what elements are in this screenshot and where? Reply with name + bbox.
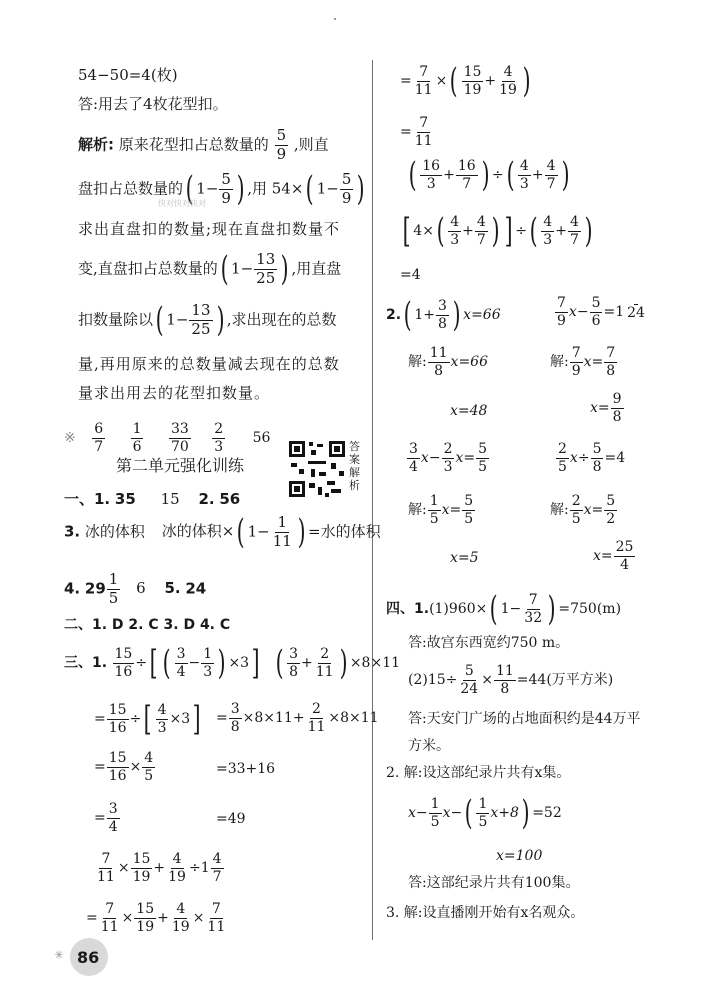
right-line-1: = $\frac{7}{11}$ ×( $\frac{15}{19}$ + $\frac{4}{19}$ ) [400, 61, 531, 101]
right-q4-1: 四、1.(1)960×( 1− $\frac{7}{32}$ ) =750(m) [386, 589, 622, 629]
analysis-line-6: 量,再用原来的总数量减去现在的总数 [78, 355, 340, 373]
right-line-3: ( $\frac{16}{3}$ + $\frac{16}{7}$ ) ÷( $\frac{4}{3}$ + $\frac{4}{7}$ ) [408, 155, 570, 195]
calc-line: 54−50=4(枚) [78, 66, 178, 84]
right-ans-2a: 答:天安门广场的占地面积约是44万平 [408, 711, 641, 727]
right-x100: x=100 [496, 848, 543, 864]
right-q2-sol-b: 解: $\frac{7}{9}$ x= $\frac{7}{8}$ [550, 345, 616, 379]
right-q2-equation: x− $\frac{1}{5}$ x−( $\frac{1}{5}$ x+8) =52 [408, 793, 562, 833]
right-x48: x=48 [450, 403, 488, 419]
answer-line: 答:用去了4枚花型扣。 [78, 95, 228, 113]
qr-code-icon[interactable] [287, 439, 347, 499]
top-dot [334, 18, 336, 20]
right-ans-2b: 方米。 [408, 738, 450, 754]
right-q3-eq-a: $\frac{3}{4}$ x− $\frac{2}{3}$ x= $\frac{5}{5}$ [409, 441, 488, 475]
right-line-4: [ 4×( $\frac{4}{3}$ + $\frac{4}{7}$ ) ] ÷( $\frac{4}{3}$ + $\frac{4}{7}$ ) [402, 211, 593, 251]
right-q3-sol-b: 解: $\frac{2}{5}$ x= $\frac{5}{2}$ [550, 493, 616, 527]
section-3-line-4b: =49 [216, 811, 246, 827]
section-3-line-2: = $\frac{15}{16}$ ÷[ $\frac{4}{3}$ ×3] [94, 699, 201, 739]
right-x-25-4: x= $\frac{25}{4}$ [593, 539, 634, 573]
analysis-line-1: 解析: 原来花型扣占总数量的 $\frac{5}{9}$ ,则直 [78, 126, 329, 163]
watermark-stamp: 快对快对快对 [158, 199, 206, 208]
section-1-q3: 3. 冰的体积 冰的体积×( 1− $\frac{1}{11}$ ) =水的体积 [64, 512, 381, 553]
section-3-line-6: = $\frac{7}{11}$ × $\frac{15}{19}$ + $\frac{4}{19}$ × $\frac{7}{11}$ [86, 901, 226, 935]
section-3-line-1: 三、1. $\frac{15}{16}$ ÷[ ( $\frac{3}{4}$ − $\frac{1}{3}$ ) ×3] ( $\frac{3}{8}$ + $\frac{2}{11}$ ) ×8×11 [64, 643, 401, 683]
right-x-9-8: x= $\frac{9}{8}$ [590, 391, 622, 425]
column-divider [372, 60, 373, 940]
section-3-line-3: = $\frac{15}{16}$ × $\frac{4}{5}$ [94, 750, 154, 784]
right-q2-sol-a: 解: $\frac{11}{8}$ x=66 [408, 345, 488, 379]
analysis-line-7: 量求出用去的花型扣数量。 [78, 384, 271, 402]
analysis-line-3: 求出直盘扣的数量;现在直盘扣数量不 [78, 220, 341, 238]
right-q2-eq-a: 2.( 1+ $\frac{3}{8}$ ) x=66 [386, 295, 501, 335]
section-1-line: 一、1. 35 15 2. 56 [64, 490, 241, 508]
right-ans-1: 答:故宫东西宽约750 m。 [408, 635, 570, 651]
analysis-line-2: 盘扣占总数量的( 1− $\frac{5}{9}$ ) ,用 54×( 1− $\frac{5}{9}$ ) [78, 169, 365, 210]
section-3-line-5: $\frac{7}{11}$ × $\frac{15}{19}$ + $\frac{4}{19}$ ÷1 $\frac{4}{7}$ [97, 851, 222, 885]
section-2-line: 二、1. D 2. C 3. D 4. C [64, 617, 231, 633]
analysis-label: 解析: [78, 135, 114, 154]
section-3-line-3b: =33+16 [216, 761, 276, 777]
page-number: 86 [77, 948, 100, 967]
right-q2-setup: 2. 解:设这部纪录片共有x集。 [386, 765, 571, 781]
fraction-row: ※ $\frac{6}{7}$ $\frac{1}{6}$ $\frac{33}{70}$ $\frac{2}{3}$ 56 [64, 421, 271, 455]
section-3-line-4: = $\frac{3}{4}$ [94, 801, 118, 835]
star-icon: ✳ [54, 948, 65, 962]
analysis-line-5: 扣数量除以( 1− $\frac{13}{25}$ ) ,求出现在的总数 [78, 300, 337, 341]
qr-caption: 答案解析 [349, 440, 360, 492]
analysis-line-4: 变,直盘扣占总数量的( 1− $\frac{13}{25}$ ) ,用直盘 [78, 249, 342, 290]
right-q3-setup: 3. 解:设直播刚开始有x名观众。 [386, 905, 585, 921]
right-line-2: = $\frac{7}{11}$ [400, 115, 433, 149]
fraction: $\frac{5}{9}$ [276, 126, 287, 163]
right-ans-3: 答:这部纪录片共有100集。 [408, 875, 580, 891]
section-3-line-2b: = $\frac{3}{8}$ ×8×11+ $\frac{2}{11}$ ×8×11 [216, 701, 379, 735]
right-q3-eq-b: $\frac{2}{5}$ x÷ $\frac{5}{8}$ =4 [558, 441, 626, 475]
right-line-5: =4 [400, 267, 421, 283]
right-p2: (2)15÷ $\frac{5}{24}$ × $\frac{11}{8}$ =44(万平方米) [408, 663, 614, 697]
right-x5: x=5 [450, 550, 479, 566]
right-q3-sol-a: 解: $\frac{1}{5}$ x= $\frac{5}{5}$ [408, 493, 474, 527]
right-q2-eq-b: $\frac{7}{9}$ x− $\frac{5}{6}$ =1 24 [557, 295, 645, 329]
page-number-badge [70, 938, 108, 976]
unit-title: 第二单元强化训练 [116, 456, 245, 475]
section-1-q4: 4. 29 $\frac{1}{5}$ 6 5. 24 [64, 570, 207, 607]
